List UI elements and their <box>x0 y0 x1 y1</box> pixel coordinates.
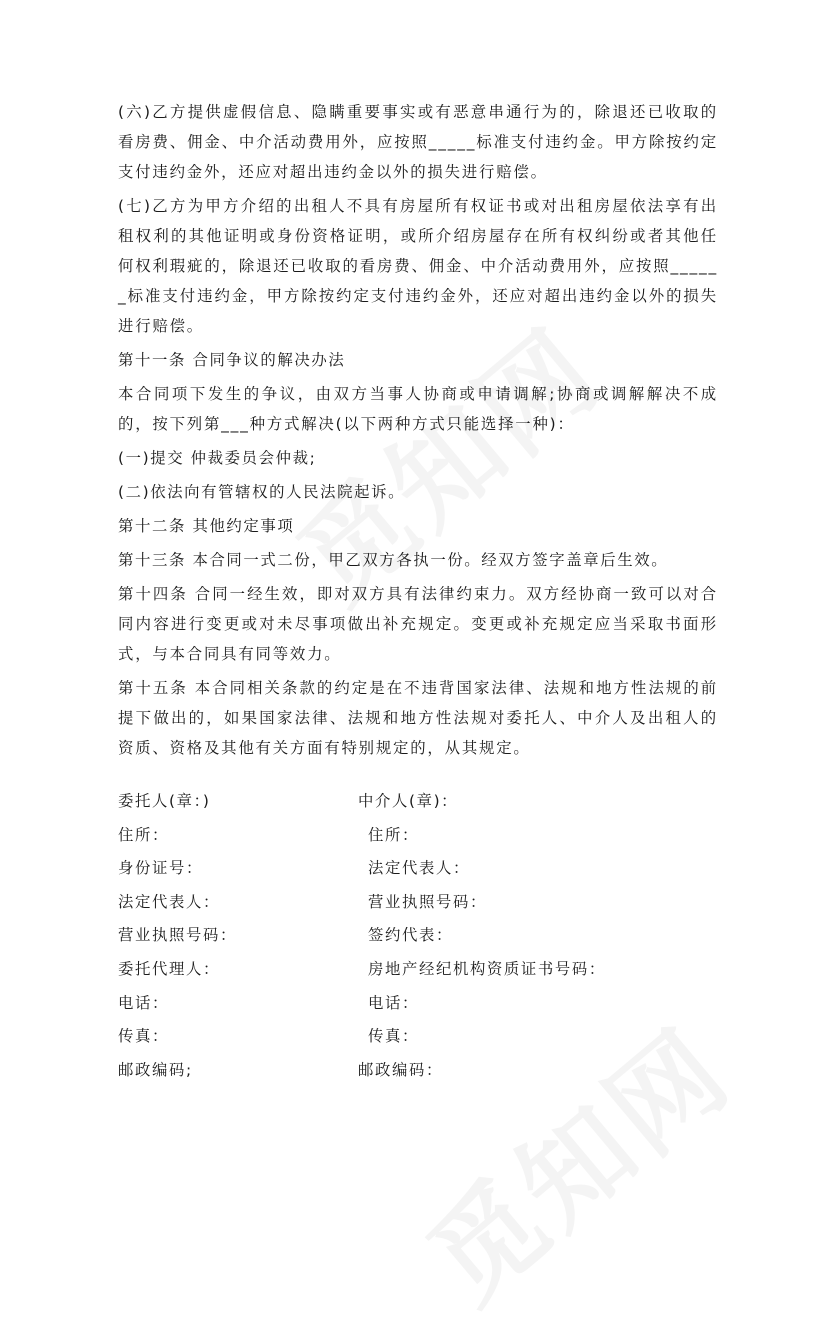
article-11-text: 本合同项下发生的争议，由双方当事人协商或申请调解;协商或调解解决不成的，按下列第___种方式解决(以下两种方式只能选择一种)： <box>118 385 718 433</box>
signature-row <box>118 988 718 1022</box>
clause-7: (七)乙方为甲方介绍的出租人不具有房屋所有权证书或对出租房屋依法享有出租权利的其他证明或身份资格证明，或所介绍房屋存在所有权纠纷或者其他任何权利瑕疵的，除退还已收取的看房费、佣金、中介活动费用外，应按照______标准支付违约金，甲方除按约定支付违约金外，还应对超出违约金以外的损失进行赔偿。 <box>118 197 718 335</box>
principal-license-label: 营业执照号码： <box>118 926 237 945</box>
signature-row <box>118 920 718 954</box>
signature-row <box>118 1055 718 1089</box>
signature-row <box>118 786 718 820</box>
signature-row <box>118 1021 718 1055</box>
article-12-heading: 第十二条 其他约定事项 <box>118 517 295 535</box>
principal-seal-label: 委托人(章：) <box>118 792 211 810</box>
signature-row <box>118 887 718 921</box>
agent-legal-rep-label: 法定代表人： <box>368 859 470 878</box>
article-14: 第十四条 合同一经生效，即对双方具有法律约束力。双方经协商一致可以对合同内容进行变更或对未尽事项做出补充规定。变更或补充规定应当采取书面形式，与本合同具有同等效力。 <box>118 585 718 663</box>
principal-fax-label: 传真： <box>118 1027 169 1046</box>
agent-seal-label: 中介人(章)： <box>358 792 459 810</box>
principal-phone-label: 电话： <box>118 993 169 1012</box>
agent-license-label: 营业执照号码： <box>368 892 487 911</box>
agent-signatory-label: 签约代表： <box>368 926 453 945</box>
principal-address-label: 住所： <box>118 825 169 844</box>
agent-postcode-label: 邮政编码： <box>358 1060 443 1079</box>
principal-proxy-label: 委托代理人： <box>118 959 220 978</box>
signature-row <box>118 853 718 887</box>
signature-row <box>118 954 718 988</box>
principal-postcode-label: 邮政编码; <box>118 1060 193 1079</box>
article-15: 第十五条 本合同相关条款的约定是在不违背国家法律、法规和地方性法规的前提下做出的，如果国家法律、法规和地方性法规对委托人、中介人及出租人的资质、资格及其他有关方面有特别规定的，从其规定。 <box>118 679 718 757</box>
agent-qualification-label: 房地产经纪机构资质证书号码： <box>368 959 606 978</box>
signature-row <box>118 820 718 854</box>
agent-address-label: 住所： <box>368 825 419 844</box>
signature-block <box>118 786 718 1088</box>
principal-id-label: 身份证号： <box>118 859 203 878</box>
option-arbitration: (一)提交 仲裁委员会仲裁; <box>118 449 317 467</box>
article-11-heading: 第十一条 合同争议的解决办法 <box>118 351 346 369</box>
contract-body <box>118 97 718 767</box>
clause-6: (六)乙方提供虚假信息、隐瞒重要事实或有恶意串通行为的，除退还已收取的看房费、佣金、中介活动费用外，应按照_____标准支付违约金。甲方除按约定支付违约金外，还应对超出违约金以外的损失进行赔偿。 <box>118 103 718 181</box>
option-litigation: (二)依法向有管辖权的人民法院起诉。 <box>118 483 406 501</box>
agent-phone-label: 电话： <box>368 993 419 1012</box>
principal-legal-rep-label: 法定代表人： <box>118 892 220 911</box>
article-13: 第十三条 本合同一式二份，甲乙双方各执一份。经双方签字盖章后生效。 <box>118 551 669 569</box>
agent-fax-label: 传真： <box>368 1027 419 1046</box>
